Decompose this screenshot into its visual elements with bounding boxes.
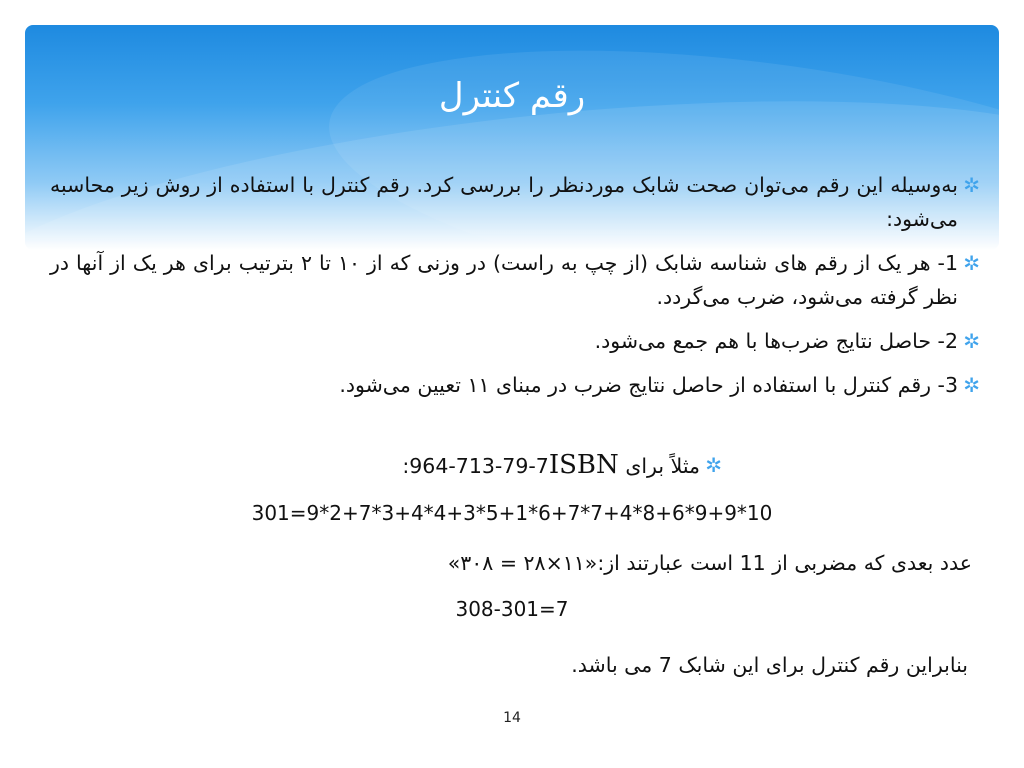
- asterisk-bullet-icon: ✲: [963, 251, 980, 275]
- bullet-item: [50, 168, 980, 236]
- isbn-value: :964-713-79-7: [402, 454, 549, 478]
- page-number: 14: [503, 710, 521, 726]
- bullet-item: [50, 246, 980, 314]
- bullet-list: [50, 168, 980, 412]
- asterisk-bullet-icon: ✲: [963, 173, 980, 197]
- bullet-text: 3- رقم کنترل با استفاده از حاصل نتایج ضرب در مبنای ۱۱ تعیین می‌شود.: [339, 373, 958, 397]
- isbn-label: ISBN: [548, 450, 619, 480]
- bullet-text: 1- هر یک از رقم های شناسه شابک (از چپ به راست) در وزنی که از ۱۰ تا ۲ بترتیب برای هر یک از آنها در نظر گرفته می‌شود، ضرب می‌گردد.: [50, 251, 959, 309]
- next-multiple-text: عدد بعدی که مضربی از 11 است عبارتند از:«۱۱×۲۸ = ۳۰۸»: [447, 551, 972, 575]
- asterisk-bullet-icon: ✲: [963, 373, 980, 397]
- bullet-item: [50, 324, 980, 358]
- bullet-text: به‌وسیله این رقم می‌توان صحت شابک موردنظر را بررسی کرد. رقم کنترل با استفاده از روش زیر محاسبه می‌شود:: [50, 173, 958, 231]
- slide-title: رقم کنترل: [438, 76, 586, 116]
- asterisk-bullet-icon: ✲: [705, 453, 722, 477]
- asterisk-bullet-icon: ✲: [963, 329, 980, 353]
- bullet-item: [50, 368, 980, 402]
- bullet-text: 2- حاصل نتایج ضرب‌ها با هم جمع می‌شود.: [594, 329, 958, 353]
- example-prefix: مثلاً برای: [625, 454, 700, 478]
- difference-formula: 308-301=7: [455, 597, 569, 621]
- conclusion-text: بنابراین رقم کنترل برای این شابک 7 می باشد.: [571, 653, 968, 677]
- isbn-example: [330, 448, 722, 483]
- weighted-sum-formula: 301=9*2+7*3+4*4+3*5+1*6+7*7+4*8+6*9+9*10: [251, 501, 773, 525]
